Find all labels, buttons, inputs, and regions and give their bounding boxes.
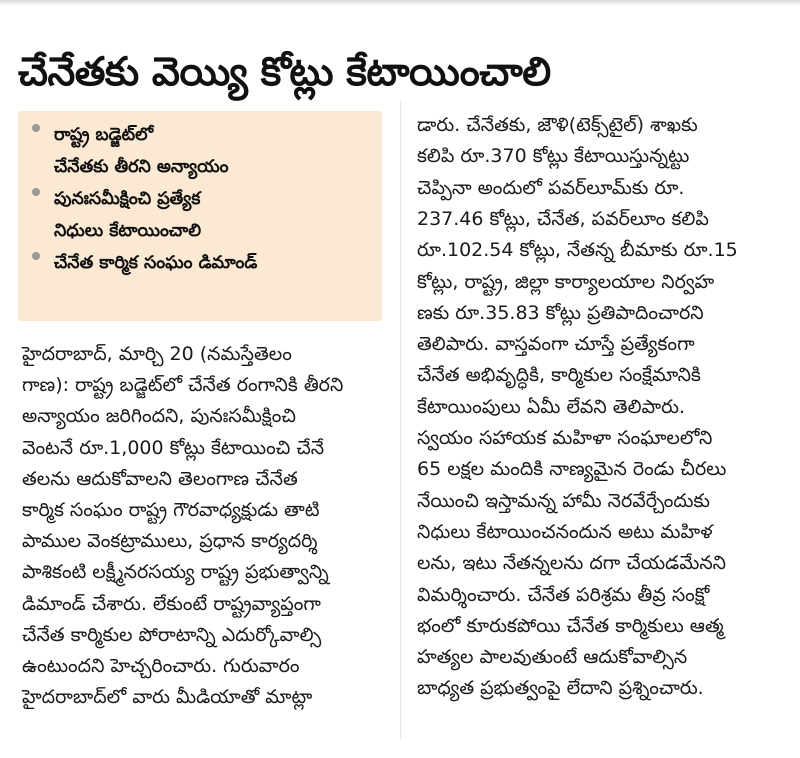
headline: చేనేతకు వెయ్యి కోట్లు కేటాయించాలి xyxy=(18,49,551,96)
text-line: తెలిపారు. వాస్తవంగా చూస్తే ప్రత్యేకంగా xyxy=(417,333,695,356)
page-top-edge xyxy=(0,0,800,6)
text-line: నిధులు కేటాయించనందున అటు మహిళ xyxy=(417,520,713,543)
text-line: 237.46 కోట్లు, చేనేత, పవర్‌లూం కలిపి xyxy=(417,207,709,230)
text-line: అన్యాయం జరిగిందని, పునఃసమీక్షించి xyxy=(22,405,296,428)
text-line: 65 లక్షల మందికి నాణ్యమైన రెండు చీరలు xyxy=(417,458,727,481)
highlight-line: పునఃసమీక్షించి ప్రత్యేక xyxy=(54,189,201,209)
highlight-list xyxy=(18,111,382,279)
text-line: కోట్లు, రాష్ట్ర, జిల్లా కార్యాలయాల నిర్వహ xyxy=(417,270,715,293)
text-line: విమర్శించారు. చేనేత పరిశ్రమ తీవ్ర సంక్షో xyxy=(417,583,710,606)
highlight-line: చేనేతకు తీరని అన్యాయం xyxy=(54,157,229,177)
text-line: పాముల వెంకట్రాములు, ప్రధాన కార్యదర్శి xyxy=(22,530,318,553)
text-line: హైదరాబాద్‌లో వారు మీడియాతో మాట్లా xyxy=(22,686,313,709)
text-line: డారు. చేనేతకు, జౌళి(టెక్స్‌టైల్) శాఖకు xyxy=(417,114,698,136)
text-line: తలను ఆదుకోవాలని తెలంగాణ చేనేత xyxy=(22,467,298,490)
text-line: రూ.102.54 కోట్లు, నేతన్న బీమాకు రూ.15 xyxy=(417,239,738,262)
highlight-item xyxy=(32,183,382,247)
highlight-line: నిధులు కేటాయించాలి xyxy=(54,221,202,241)
text-line: చెప్పినా అందులో పవర్‌లూమ్‌కు రూ. xyxy=(417,176,685,199)
text-line: చేనేత కార్మికుల పోరాటాన్ని ఎదుర్కోవాల్సి xyxy=(22,623,322,646)
column-gutter xyxy=(400,100,401,740)
text-line: బాధ్యత ప్రభుత్వంపై లేదాని ప్రశ్నించారు. xyxy=(417,677,704,700)
text-line: ఉంటుందని హెచ్చరించారు. గురువారం xyxy=(22,655,300,677)
text-line: హైదరాబాద్, మార్చి 20 (నమస్తేతెలం xyxy=(22,343,292,365)
text-line: కలిపి రూ.370 కోట్లు కేటాయిస్తున్నట్టు xyxy=(417,145,690,168)
highlight-line: చేనేత కార్మిక సంఘం డిమాండ్ xyxy=(54,253,258,273)
text-line: పాశికంటి లక్ష్మీనరసయ్య రాష్ట్ర ప్రభుత్వాన్ని xyxy=(22,561,329,584)
text-line: భంలో కూరుకపోయి చేనేత కార్మికులు ఆత్మ xyxy=(417,614,724,637)
bullet-dot-icon xyxy=(32,124,40,132)
text-line: వెంటనే రూ.1,000 కోట్లు కేటాయించి చేనే xyxy=(22,436,325,459)
text-line: గాణ): రాష్ట్ర బడ్జెట్‌లో చేనేత రంగానికి తీరని xyxy=(22,374,344,397)
bullet-dot-icon xyxy=(32,252,40,260)
highlight-item xyxy=(32,119,382,183)
text-line: లను, ఇటు నేతన్నలను దగా చేయడమేనని xyxy=(417,552,727,575)
text-line: ణకు రూ.35.83 కోట్లు ప్రతిపాదించారని xyxy=(417,301,704,324)
highlight-item xyxy=(32,247,382,279)
text-line: నేయించి ఇస్తామన్న హామీ నెరవేర్చేందుకు xyxy=(417,489,710,512)
text-line: స్వయం సహాయక మహిళా సంఘాలలోని xyxy=(417,427,713,449)
text-line: చేనేత అభివృద్ధికి, కార్మికుల సంక్షేమానికి xyxy=(417,364,701,387)
text-line: కార్మిక సంఘం రాష్ట్ర గౌరవాధ్యక్షుడు తాటి xyxy=(22,499,320,521)
highlight-box xyxy=(18,111,382,321)
text-line: కేటాయింపులు ఏమీ లేవని తెలిపారు. xyxy=(417,395,685,418)
highlight-line: రాష్ట్ర బడ్జెట్‌లో xyxy=(54,125,154,145)
text-line: హత్యల పాలవుతుంటే ఆదుకోవాల్సిన xyxy=(417,646,688,669)
text-line: డిమాండ్ చేశారు. లేకుంటే రాష్ట్రవ్యాప్తంగా xyxy=(22,592,321,615)
bullet-dot-icon xyxy=(32,188,40,196)
